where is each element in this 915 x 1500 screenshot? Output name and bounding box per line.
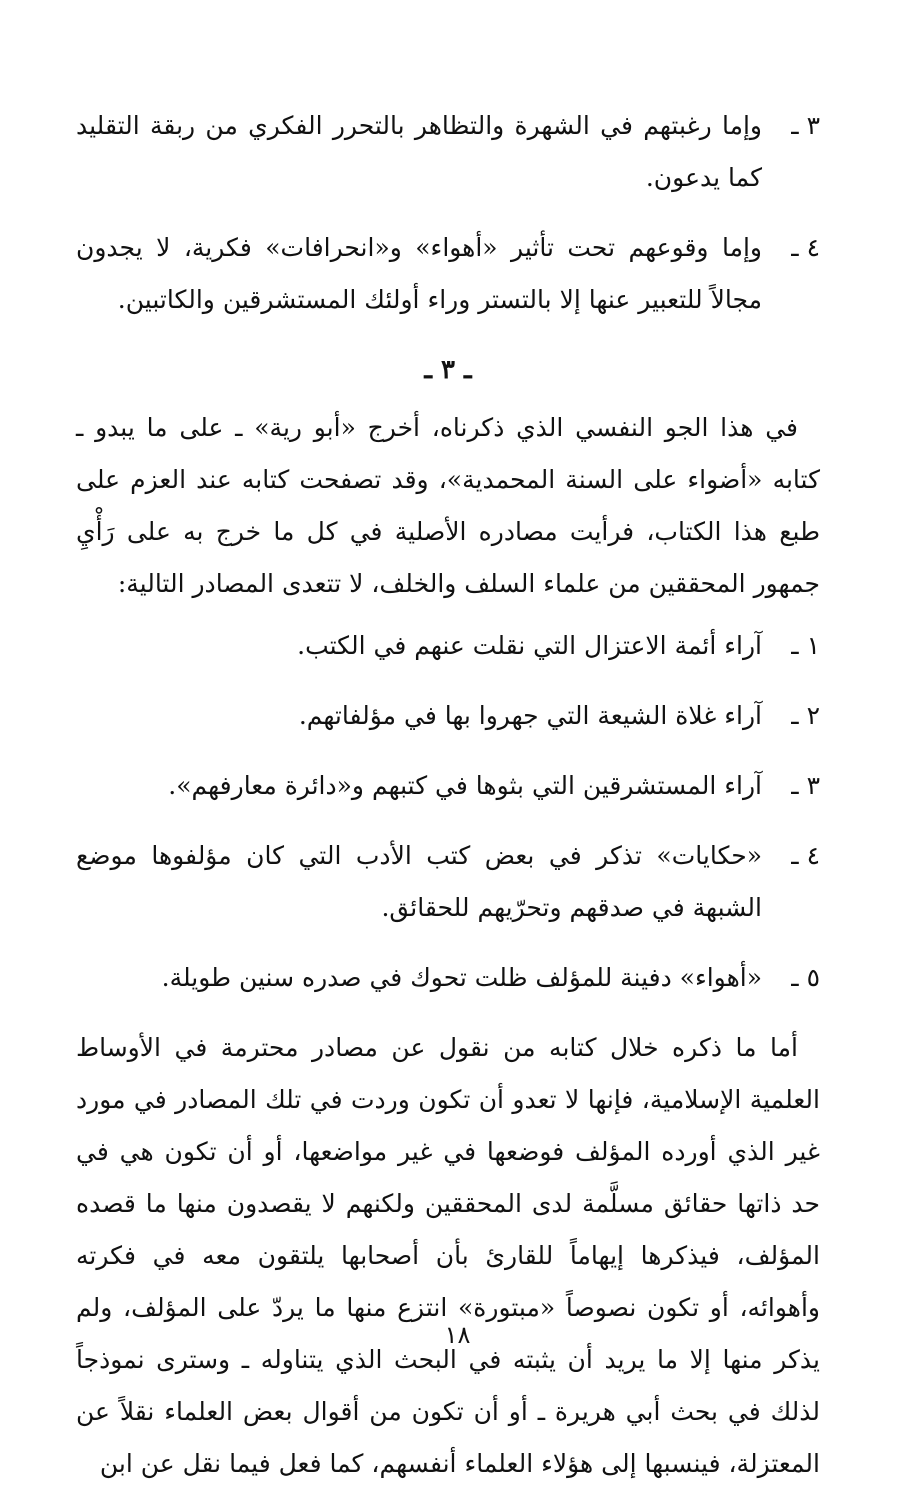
list-item [76,830,820,934]
paragraph: أما ما ذكره خلال كتابه من نقول عن مصادر محترمة في الأوساط العلمية الإسلامية، فإنها لا تعدو أن تكون وردت في تلك المصادر في مورد غير الذي أورده المؤلف فوضعها في غير مواضعها، أو أن تكون هي في حد ذاتها حقائق مسلَّمة لدى المحققين ولكنهم لا يقصدون منها ما قصده المؤلف، فيذكرها إيهاماً للقارئ بأن أصحابها يلتقون معه في فكرته وأهوائه، أو تكون نصوصاً «مبتورة» انتزع منها ما يردّ على المؤلف، ولم يذكر منها إلا ما يريد أن يثبته في البحث الذي يتناوله ـ وسترى نموذجاً لذلك في بحث أبي هريرة ـ أو أن تكون من أقوال بعض العلماء نقلاً عن المعتزلة، فينسبها إلى هؤلاء العلماء أنفسهم، كما فعل فيما نقل عن ابن [76,1033,820,1478]
list-text: «أهواء» دفينة للمؤلف ظلت تحوك في صدره سنين طويلة. [161,963,762,992]
paragraph: في هذا الجو النفسي الذي ذكرناه، أخرج «أبو رية» ـ على ما يبدو ـ كتابه «أضواء على السنة المحمدية»، وقد تصفحت كتابه عند العزم على طبع هذا الكتاب، فرأيت مصادره الأصلية في كل ما خرج به على رَأْيِ جمهور المحققين من علماء السلف والخلف، لا تتعدى المصادر التالية: [76,413,820,598]
list-item [76,952,820,1004]
list-marker: ٤ ـ [791,841,820,870]
list-text: وإما وقوعهم تحت تأثير «أهواء» و«انحرافات» فكرية، لا يجدون مجالاً للتعبير عنها إلا بالتستر وراء أولئك المستشرقين والكاتبين. [76,233,762,314]
list-marker: ٤ ـ [791,233,820,262]
list-marker: ١ ـ [791,631,820,660]
list-item [76,222,820,326]
section-heading: ـ ٣ ـ [424,355,472,385]
list-text: «حكايات» تذكر في بعض كتب الأدب التي كان مؤلفوها موضع الشبهة في صدقهم وتحرّيهم للحقائق. [76,841,762,922]
list-text: آراء أئمة الاعتزال التي نقلت عنهم في الكتب. [297,631,762,660]
list-item [76,760,820,812]
list-item [76,690,820,742]
list-marker: ٥ ـ [791,963,820,992]
list-item [76,100,820,204]
list-text: آراء غلاة الشيعة التي جهروا بها في مؤلفاتهم. [298,701,762,730]
list-marker: ٢ ـ [791,701,820,730]
list-marker: ٣ ـ [791,771,820,800]
list-item [76,620,820,672]
page-body [76,100,820,1500]
list-marker: ٣ ـ [791,111,820,140]
page-number: ١٨ [444,1321,471,1349]
list-text: آراء المستشرقين التي بثوها في كتبهم و«دائرة معارفهم». [168,771,762,800]
list-text: وإما رغبتهم في الشهرة والتظاهر بالتحرر الفكري من ربقة التقليد كما يدعون. [76,111,762,192]
